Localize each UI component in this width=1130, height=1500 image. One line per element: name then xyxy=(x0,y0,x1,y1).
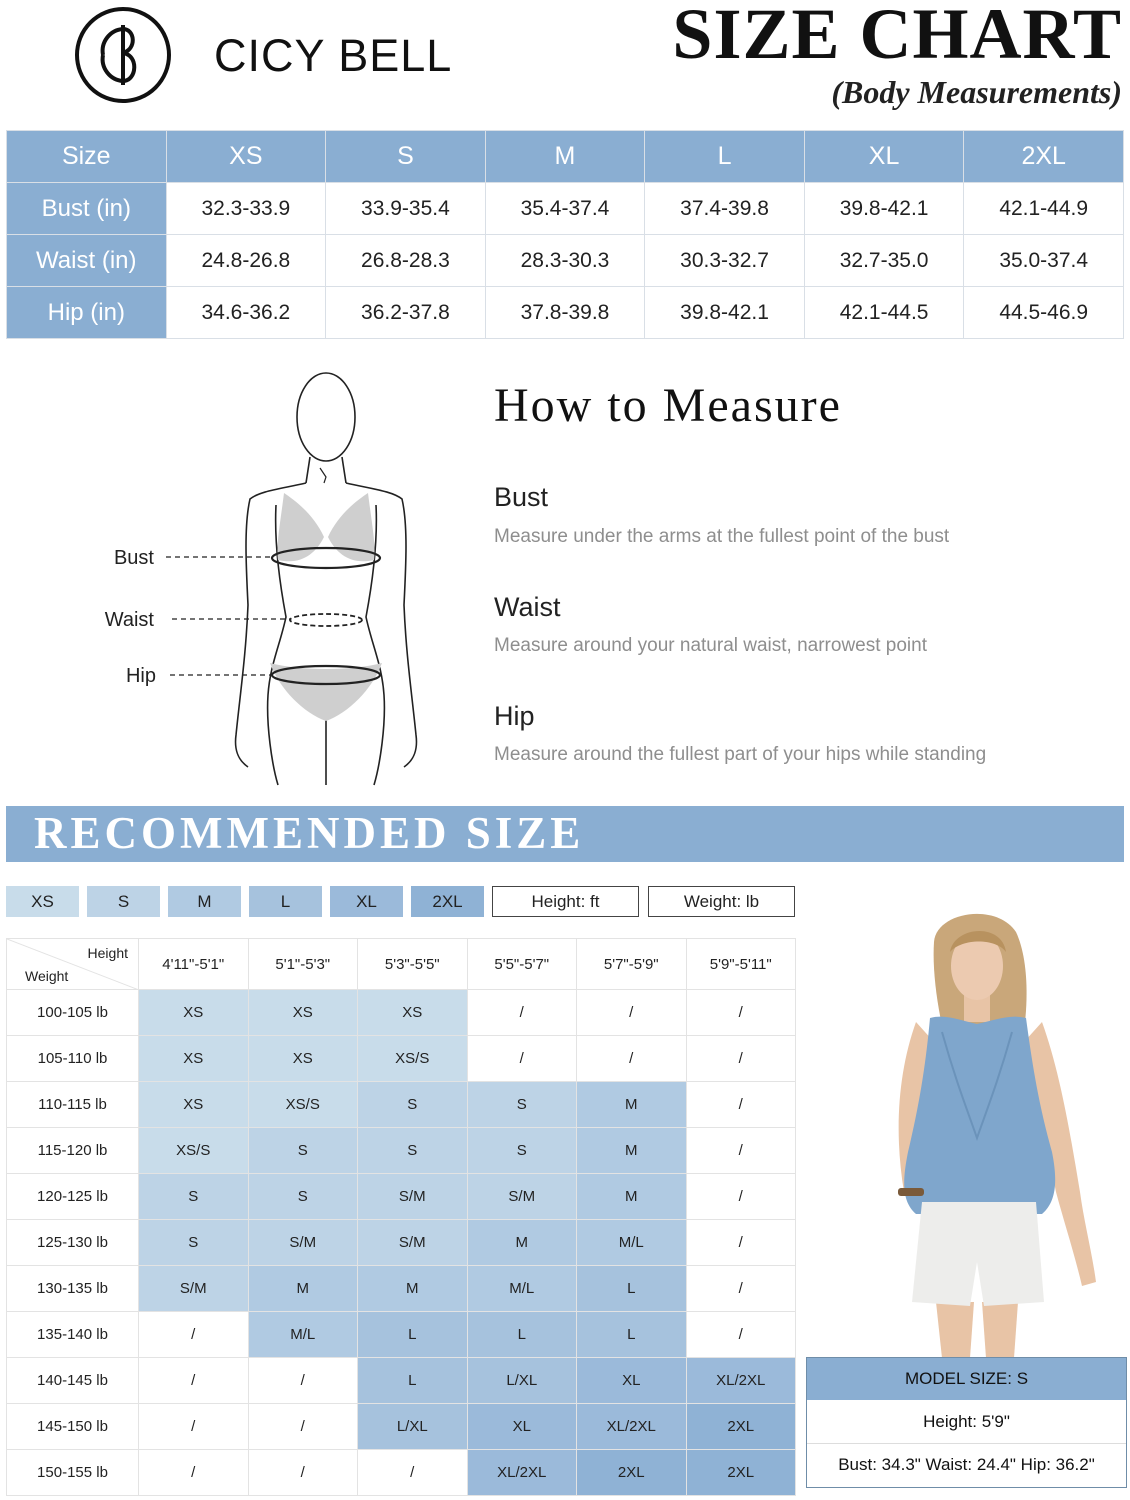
size-cell: S xyxy=(248,1128,358,1174)
size-cell: M xyxy=(467,1220,577,1266)
size-cell: XS/S xyxy=(358,1036,468,1082)
table-row xyxy=(7,1082,796,1128)
size-cell: / xyxy=(467,1036,577,1082)
size-cell: S xyxy=(467,1128,577,1174)
size-cell: / xyxy=(248,1450,358,1496)
size-column-header: S xyxy=(326,131,486,183)
table-row xyxy=(7,1036,796,1082)
table-corner xyxy=(7,939,139,990)
weight-row-header: 120-125 lb xyxy=(7,1174,139,1220)
weight-row-header: 140-145 lb xyxy=(7,1358,139,1404)
bust-row xyxy=(7,183,1124,235)
weight-row-header: 110-115 lb xyxy=(7,1082,139,1128)
table-row xyxy=(7,1128,796,1174)
size-cell: XS/S xyxy=(139,1128,249,1174)
table-row xyxy=(7,1266,796,1312)
size-cell: XL/2XL xyxy=(577,1404,687,1450)
size-cell: / xyxy=(686,1266,796,1312)
size-cell: / xyxy=(139,1358,249,1404)
height-column-header: 5'1"-5'3" xyxy=(248,939,358,990)
height-column-header: 5'7"-5'9" xyxy=(577,939,687,990)
size-cell: M xyxy=(577,1174,687,1220)
size-column-header: XL xyxy=(804,131,964,183)
table-row xyxy=(7,1404,796,1450)
measure-cell: 36.2-37.8 xyxy=(326,287,486,339)
recommended-size-table xyxy=(6,938,796,1496)
size-cell: L xyxy=(467,1312,577,1358)
measure-cell: 32.3-33.9 xyxy=(166,183,326,235)
size-cell: XS xyxy=(139,1036,249,1082)
measure-cell: 42.1-44.5 xyxy=(804,287,964,339)
size-cell: 2XL xyxy=(686,1450,796,1496)
size-cell: L xyxy=(577,1312,687,1358)
size-cell: / xyxy=(686,1312,796,1358)
model-height: Height: 5'9" xyxy=(923,1411,1010,1431)
waist-measure-line xyxy=(290,614,362,626)
size-header-row xyxy=(7,131,1124,183)
weight-row-header: 130-135 lb xyxy=(7,1266,139,1312)
model-size: MODEL SIZE: S xyxy=(807,1358,1126,1400)
table-row xyxy=(7,1358,796,1404)
size-cell: XL/2XL xyxy=(467,1450,577,1496)
size-cell: M xyxy=(577,1128,687,1174)
size-cell: S xyxy=(467,1082,577,1128)
size-cell: XL xyxy=(467,1404,577,1450)
size-cell: / xyxy=(686,1220,796,1266)
height-column-header: 5'3"-5'5" xyxy=(358,939,468,990)
legend-l: L xyxy=(249,886,322,917)
hip-row xyxy=(7,287,1124,339)
size-column-header: M xyxy=(485,131,645,183)
corner-weight-label: Weight xyxy=(25,968,69,984)
measure-desc-hip: Measure around the fullest part of your hips while standing xyxy=(494,744,987,765)
figure-label-hip: Hip xyxy=(125,665,156,687)
size-cell: / xyxy=(358,1450,468,1496)
size-cell: XS xyxy=(248,1036,358,1082)
model-measurements: Bust: 34.3" Waist: 24.4" Hip: 36.2" xyxy=(807,1443,1126,1486)
size-cell: S/M xyxy=(358,1174,468,1220)
measure-cell: 34.6-36.2 xyxy=(166,287,326,339)
weight-row-header: 115-120 lb xyxy=(7,1128,139,1174)
size-cell: S/M xyxy=(358,1220,468,1266)
table-row xyxy=(7,990,796,1036)
legend-xl: XL xyxy=(330,886,403,917)
size-cell: / xyxy=(248,1404,358,1450)
table-row xyxy=(7,1312,796,1358)
how-to-measure-title: How to Measure xyxy=(494,379,842,432)
size-cell: M/L xyxy=(577,1220,687,1266)
measure-name-bust: Bust xyxy=(494,482,549,512)
size-cell: / xyxy=(467,990,577,1036)
size-cell: L/XL xyxy=(467,1358,577,1404)
page-title: SIZE CHART xyxy=(672,0,1122,74)
waist-row xyxy=(7,235,1124,287)
figure-label-waist: Waist xyxy=(104,609,154,631)
size-column-header: Size xyxy=(7,131,167,183)
size-cell: M/L xyxy=(248,1312,358,1358)
size-cell: / xyxy=(577,1036,687,1082)
table-row xyxy=(7,1450,796,1496)
legend-2xl: 2XL xyxy=(411,886,484,917)
measure-cell: 44.5-46.9 xyxy=(964,287,1124,339)
model-photo xyxy=(846,902,1112,1358)
size-cell: S xyxy=(358,1128,468,1174)
legend-weight-unit: Weight: lb xyxy=(648,886,795,917)
weight-row-header: 100-105 lb xyxy=(7,990,139,1036)
size-cell: S xyxy=(139,1174,249,1220)
measure-cell: 39.8-42.1 xyxy=(645,287,805,339)
weight-row-header: 105-110 lb xyxy=(7,1036,139,1082)
size-cell: / xyxy=(686,1174,796,1220)
model-info-box xyxy=(806,1357,1127,1488)
size-cell: S xyxy=(139,1220,249,1266)
measure-cell: 37.8-39.8 xyxy=(485,287,645,339)
measure-cell: 35.0-37.4 xyxy=(964,235,1124,287)
recommended-size-banner xyxy=(6,806,1124,862)
size-cell: XL xyxy=(577,1358,687,1404)
height-column-header: 4'11"-5'1" xyxy=(139,939,249,990)
measure-cell: 30.3-32.7 xyxy=(645,235,805,287)
measure-cell: 28.3-30.3 xyxy=(485,235,645,287)
size-cell: L xyxy=(358,1312,468,1358)
size-cell: L xyxy=(358,1358,468,1404)
size-column-header: L xyxy=(645,131,805,183)
legend-xs: XS xyxy=(6,886,79,917)
size-cell: S/M xyxy=(248,1220,358,1266)
height-header-row xyxy=(7,939,796,990)
corner-height-label: Height xyxy=(87,945,128,961)
size-column-header: XS xyxy=(166,131,326,183)
size-column-header: 2XL xyxy=(964,131,1124,183)
measure-name-waist: Waist xyxy=(494,592,561,622)
legend-height-unit: Height: ft xyxy=(492,886,639,917)
measure-desc-waist: Measure around your natural waist, narrowest point xyxy=(494,635,928,656)
size-cell: M xyxy=(358,1266,468,1312)
row-label: Hip (in) xyxy=(7,287,167,339)
size-cell: / xyxy=(686,1128,796,1174)
weight-row-header: 150-155 lb xyxy=(7,1450,139,1496)
legend-m: M xyxy=(168,886,241,917)
height-column-header: 5'9"-5'11" xyxy=(686,939,796,990)
size-cell: / xyxy=(686,990,796,1036)
height-column-header: 5'5"-5'7" xyxy=(467,939,577,990)
row-label: Bust (in) xyxy=(7,183,167,235)
measure-cell: 32.7-35.0 xyxy=(804,235,964,287)
size-cell: M/L xyxy=(467,1266,577,1312)
measure-cell: 33.9-35.4 xyxy=(326,183,486,235)
size-cell: XS xyxy=(139,990,249,1036)
size-cell: / xyxy=(139,1404,249,1450)
size-cell: M xyxy=(577,1082,687,1128)
page-subtitle: (Body Measurements) xyxy=(831,74,1122,110)
size-cell: / xyxy=(686,1036,796,1082)
measure-cell: 42.1-44.9 xyxy=(964,183,1124,235)
weight-row-header: 145-150 lb xyxy=(7,1404,139,1450)
size-cell: XL/2XL xyxy=(686,1358,796,1404)
size-cell: / xyxy=(139,1450,249,1496)
size-cell: S xyxy=(248,1174,358,1220)
size-cell: / xyxy=(577,990,687,1036)
body-measure-figure xyxy=(100,365,440,790)
size-cell: L/XL xyxy=(358,1404,468,1450)
measure-cell: 39.8-42.1 xyxy=(804,183,964,235)
measure-cell: 35.4-37.4 xyxy=(485,183,645,235)
table-row xyxy=(7,1174,796,1220)
size-cell: L xyxy=(577,1266,687,1312)
measure-cell: 24.8-26.8 xyxy=(166,235,326,287)
size-cell: S/M xyxy=(139,1266,249,1312)
size-cell: S/M xyxy=(467,1174,577,1220)
figure-label-bust: Bust xyxy=(113,547,154,569)
size-cell: 2XL xyxy=(686,1404,796,1450)
size-cell: XS xyxy=(139,1082,249,1128)
measure-name-hip: Hip xyxy=(494,701,535,731)
figure-head xyxy=(297,373,355,461)
measure-cell: 26.8-28.3 xyxy=(326,235,486,287)
size-cell: / xyxy=(686,1082,796,1128)
table-row xyxy=(7,1220,796,1266)
row-label: Waist (in) xyxy=(7,235,167,287)
recommended-size-title: RECOMMENDED SIZE xyxy=(34,808,585,858)
size-cell: / xyxy=(248,1358,358,1404)
measure-cell: 37.4-39.8 xyxy=(645,183,805,235)
size-cell: 2XL xyxy=(577,1450,687,1496)
size-cell: XS xyxy=(248,990,358,1036)
weight-row-header: 125-130 lb xyxy=(7,1220,139,1266)
brand-name: CICY BELL xyxy=(214,30,453,81)
size-cell: / xyxy=(139,1312,249,1358)
size-cell: XS/S xyxy=(248,1082,358,1128)
weight-row-header: 135-140 lb xyxy=(7,1312,139,1358)
size-cell: M xyxy=(248,1266,358,1312)
size-cell: S xyxy=(358,1082,468,1128)
brand-logo-icon xyxy=(73,5,173,105)
measure-desc-bust: Measure under the arms at the fullest point of the bust xyxy=(494,526,950,547)
size-cell: XS xyxy=(358,990,468,1036)
legend-s: S xyxy=(87,886,160,917)
size-chart-table xyxy=(6,130,1124,339)
